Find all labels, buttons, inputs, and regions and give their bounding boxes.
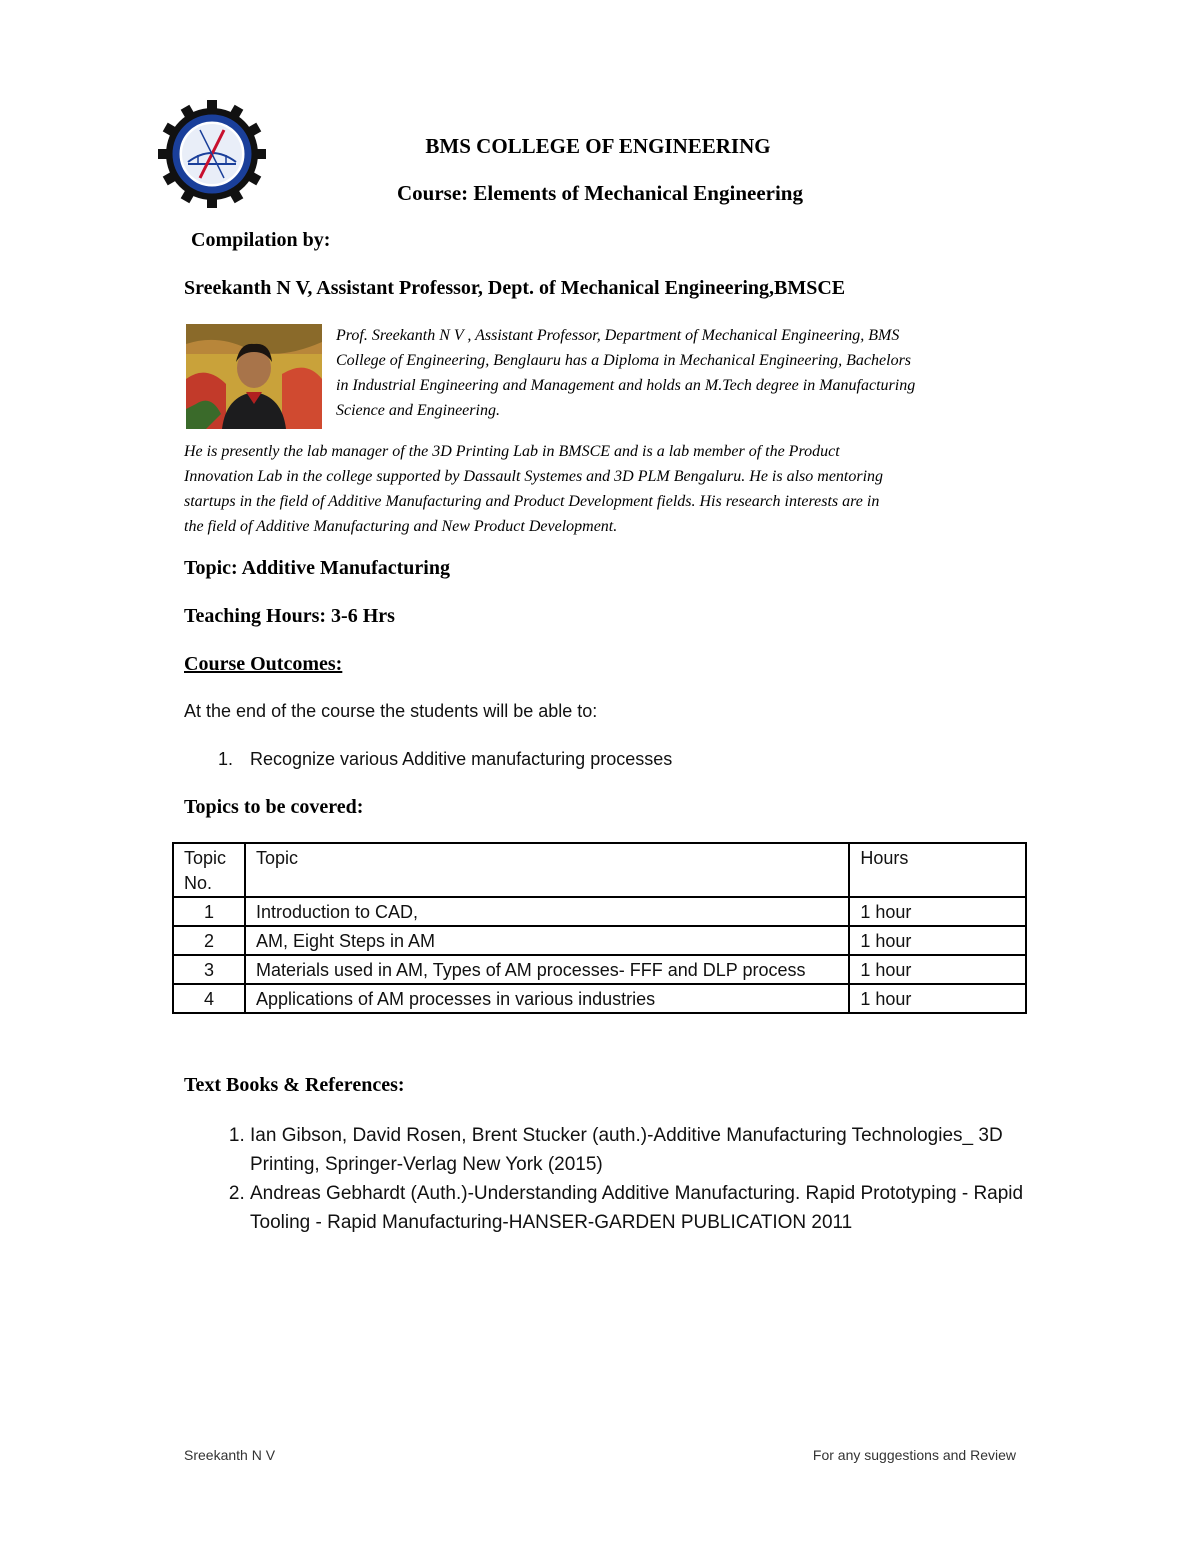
table-row [173, 955, 1026, 984]
column-header-topic: Topic [245, 843, 849, 897]
bio-line: Science and Engineering. [336, 402, 500, 419]
topic-no: 4 [173, 984, 245, 1013]
outcome-item: Recognize various Additive manufacturing processes [250, 749, 673, 769]
author-photo [186, 324, 322, 429]
topic-no: 1 [173, 897, 245, 926]
column-header-hours: Hours [849, 843, 1026, 897]
course-outcomes-heading: Course Outcomes: [184, 653, 343, 675]
topic-no: 2 [173, 926, 245, 955]
college-name: BMS COLLEGE OF ENGINEERING [425, 134, 771, 158]
bio-line: He is presently the lab manager of the 3D Printing Lab in BMSCE and is a lab member of the Product [184, 443, 840, 460]
reference-item: 1. Ian Gibson, David Rosen, Brent Stucker (auth.)-Additive Manufacturing Technologies_ 3D Printing, Springer-Verlag New York (2015) [250, 1121, 1034, 1179]
topic-hours: 1 hour [849, 984, 1026, 1013]
topic-name: Introduction to CAD, [245, 897, 849, 926]
topic-name: Applications of AM processes in various industries [245, 984, 849, 1013]
reference-item: 2. Andreas Gebhardt (Auth.)-Understanding Additive Manufacturing. Rapid Prototyping - Rapid Tooling - Rapid Manufacturing-HANSER-GARDEN PUBLICATION 2011 [250, 1179, 1034, 1237]
topics-heading: Topics to be covered: [184, 796, 364, 818]
teaching-hours: Teaching Hours: 3-6 Hrs [184, 605, 395, 627]
bio-line: College of Engineering, Benglauru has a Diploma in Mechanical Engineering, Bachelors [336, 352, 912, 369]
topic-heading: Topic: Additive Manufacturing [184, 557, 450, 579]
compilation-label: Compilation by: [191, 229, 331, 251]
table-row [173, 926, 1026, 955]
references-list [184, 1121, 1034, 1237]
topic-name: AM, Eight Steps in AM [245, 926, 849, 955]
topics-table [172, 842, 1027, 1014]
course-title: Course: Elements of Mechanical Engineering [397, 181, 803, 205]
table-row [173, 897, 1026, 926]
topic-hours: 1 hour [849, 897, 1026, 926]
footer-author: Sreekanth N V [184, 1447, 276, 1463]
topic-hours: 1 hour [849, 955, 1026, 984]
bio-line: the field of Additive Manufacturing and New Product Development. [184, 518, 618, 535]
author-bio [336, 323, 1026, 423]
author-line: Sreekanth N V, Assistant Professor, Dept. of Mechanical Engineering,BMSCE [184, 277, 846, 299]
outcome-number: 1. [218, 749, 234, 769]
bio-line: Innovation Lab in the college supported by Dassault Systemes and 3D PLM Bengaluru. He is also mentoring [184, 468, 884, 485]
topic-name: Materials used in AM, Types of AM processes- FFF and DLP process [245, 955, 849, 984]
footer-note: For any suggestions and Review [812, 1447, 1016, 1463]
outcomes-intro: At the end of the course the students will be able to: [184, 701, 598, 721]
topic-hours: 1 hour [849, 926, 1026, 955]
author-bio-continued [184, 439, 1026, 539]
column-header-topic-no: Topic No. [173, 843, 245, 897]
bio-line: in Industrial Engineering and Management and holds an M.Tech degree in Manufacturing [336, 377, 916, 394]
table-row [173, 984, 1026, 1013]
bio-line: Prof. Sreekanth N V , Assistant Professor, Department of Mechanical Engineering, BMS [336, 327, 900, 344]
topic-no: 3 [173, 955, 245, 984]
references-heading: Text Books & References: [184, 1074, 405, 1096]
bio-line: startups in the field of Additive Manufacturing and Product Development fields. His research interests are in [184, 493, 880, 510]
table-header-row [173, 843, 1026, 897]
